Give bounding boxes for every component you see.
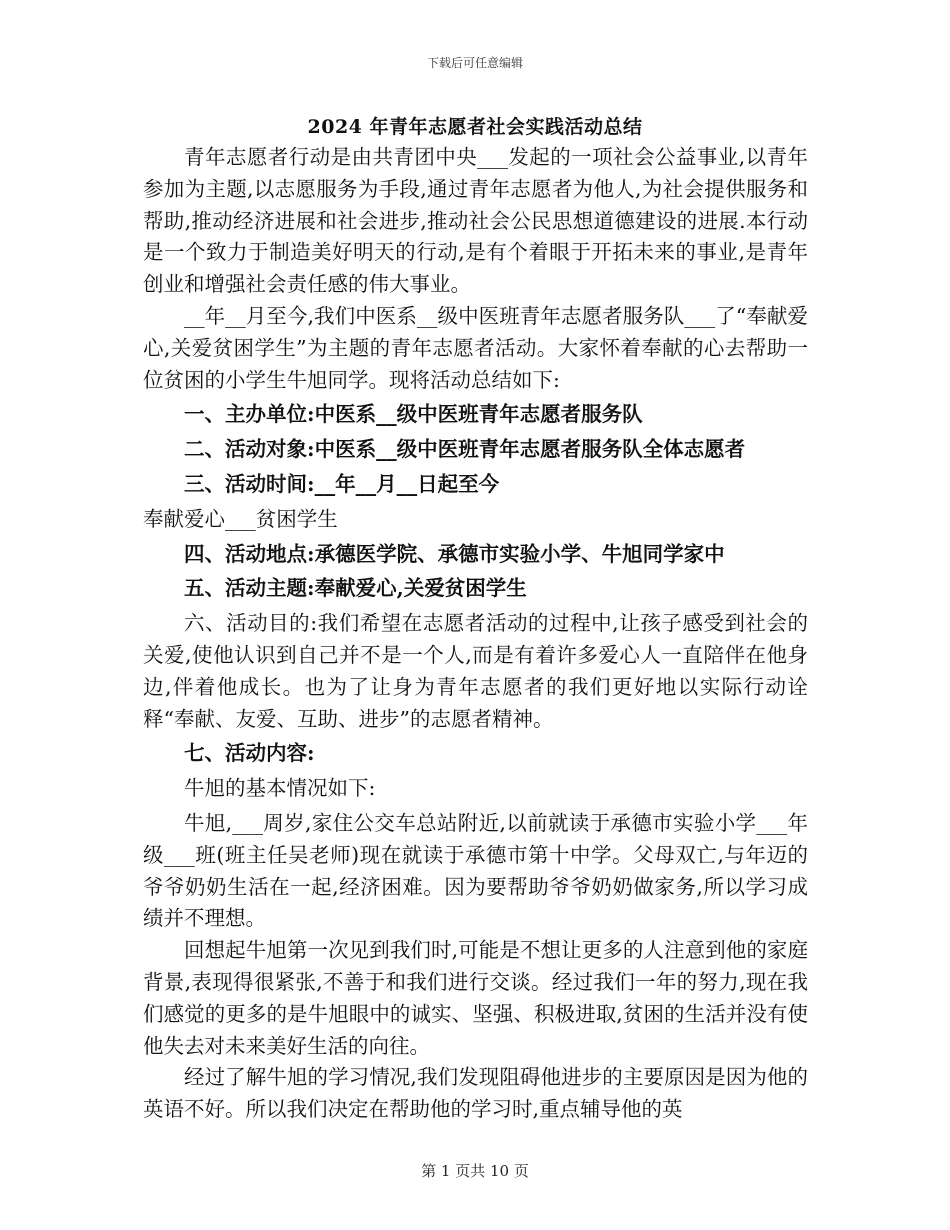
header-note: 下载后可任意编辑 [426,56,523,70]
paragraph-overview: __年__月至今,我们中医系__级中医班青年志愿者服务队___了“奉献爱心,关爱贫困学生”为主题的青年志愿者活动。大家怀着奉献的心去帮助一位贫困的小学生牛旭同学。现将活动总结如下: [143,303,808,392]
paragraph-basic-info-heading: 牛旭的基本情况如下: [184,776,376,801]
paragraph-basic-info: 牛旭,___周岁,家住公交车总站附近,以前就读于承德市实验小学___年级___班(班主任吴老师)现在就读于承德市第十中学。父母双亡,与年迈的爷爷奶奶生活在一起,经济困难。因为要帮助爷爷奶奶做家务,所以学习成绩并不理想。 [143,810,808,931]
section-time: 三、活动时间:__年__月__日起至今 [184,471,500,496]
document-title: 2024 年青年志愿者社会实践活动总结 [307,116,643,138]
section-content: 七、活动内容: [184,741,315,766]
section-location: 四、活动地点:承德医学院、承德市实验小学、牛旭同学家中 [184,541,725,566]
stray-line: 奉献爱心___贫困学生 [143,506,338,531]
paragraph-study: 经过了解牛旭的学习情况,我们发现阻碍他进步的主要原因是因为他的英语不好。所以我们决定在帮助他的学习时,重点辅导他的英 [143,1065,808,1122]
section-organizer: 一、主办单位:中医系__级中医班青年志愿者服务队 [184,402,643,427]
section-target: 二、活动对象:中医系__级中医班青年志愿者服务队全体志愿者 [184,437,746,462]
document-body [143,142,808,1126]
section-theme: 五、活动主题:奉献爱心,关爱贫困学生 [184,576,527,601]
section-purpose: 六、活动目的:我们希望在志愿者活动的过程中,让孩子感受到社会的关爱,使他认识到自己并不是一个人,而是有着许多爱心人一直陪伴在他身边,伴着他成长。也为了让身为青年志愿者的我们更好地以实际行动诠释“奉献、友爱、互助、进步”的志愿者精神。 [143,611,808,731]
paragraph-intro: 青年志愿者行动是由共青团中央___发起的一项社会公益事业,以青年参加为主题,以志愿服务为手段,通过青年志愿者为他人,为社会提供服务和帮助,推动经济进展和社会进步,推动社会公民思想道德建设的进展.本行动是一个致力于制造美好明天的行动,是有个着眼于开拓未来的事业,是青年创业和增强社会责任感的伟大事业。 [143,145,808,297]
paragraph-recollection: 回想起牛旭第一次见到我们时,可能是不想让更多的人注意到他的家庭背景,表现得很紧张,不善于和我们进行交谈。经过我们一年的努力,现在我们感觉的更多的是牛旭眼中的诚实、坚强、积极进取,贫困的生活并没有使他失去对未来美好生活的向往。 [143,938,808,1058]
page-footer: 第 1 页共 10 页 [421,1162,529,1180]
